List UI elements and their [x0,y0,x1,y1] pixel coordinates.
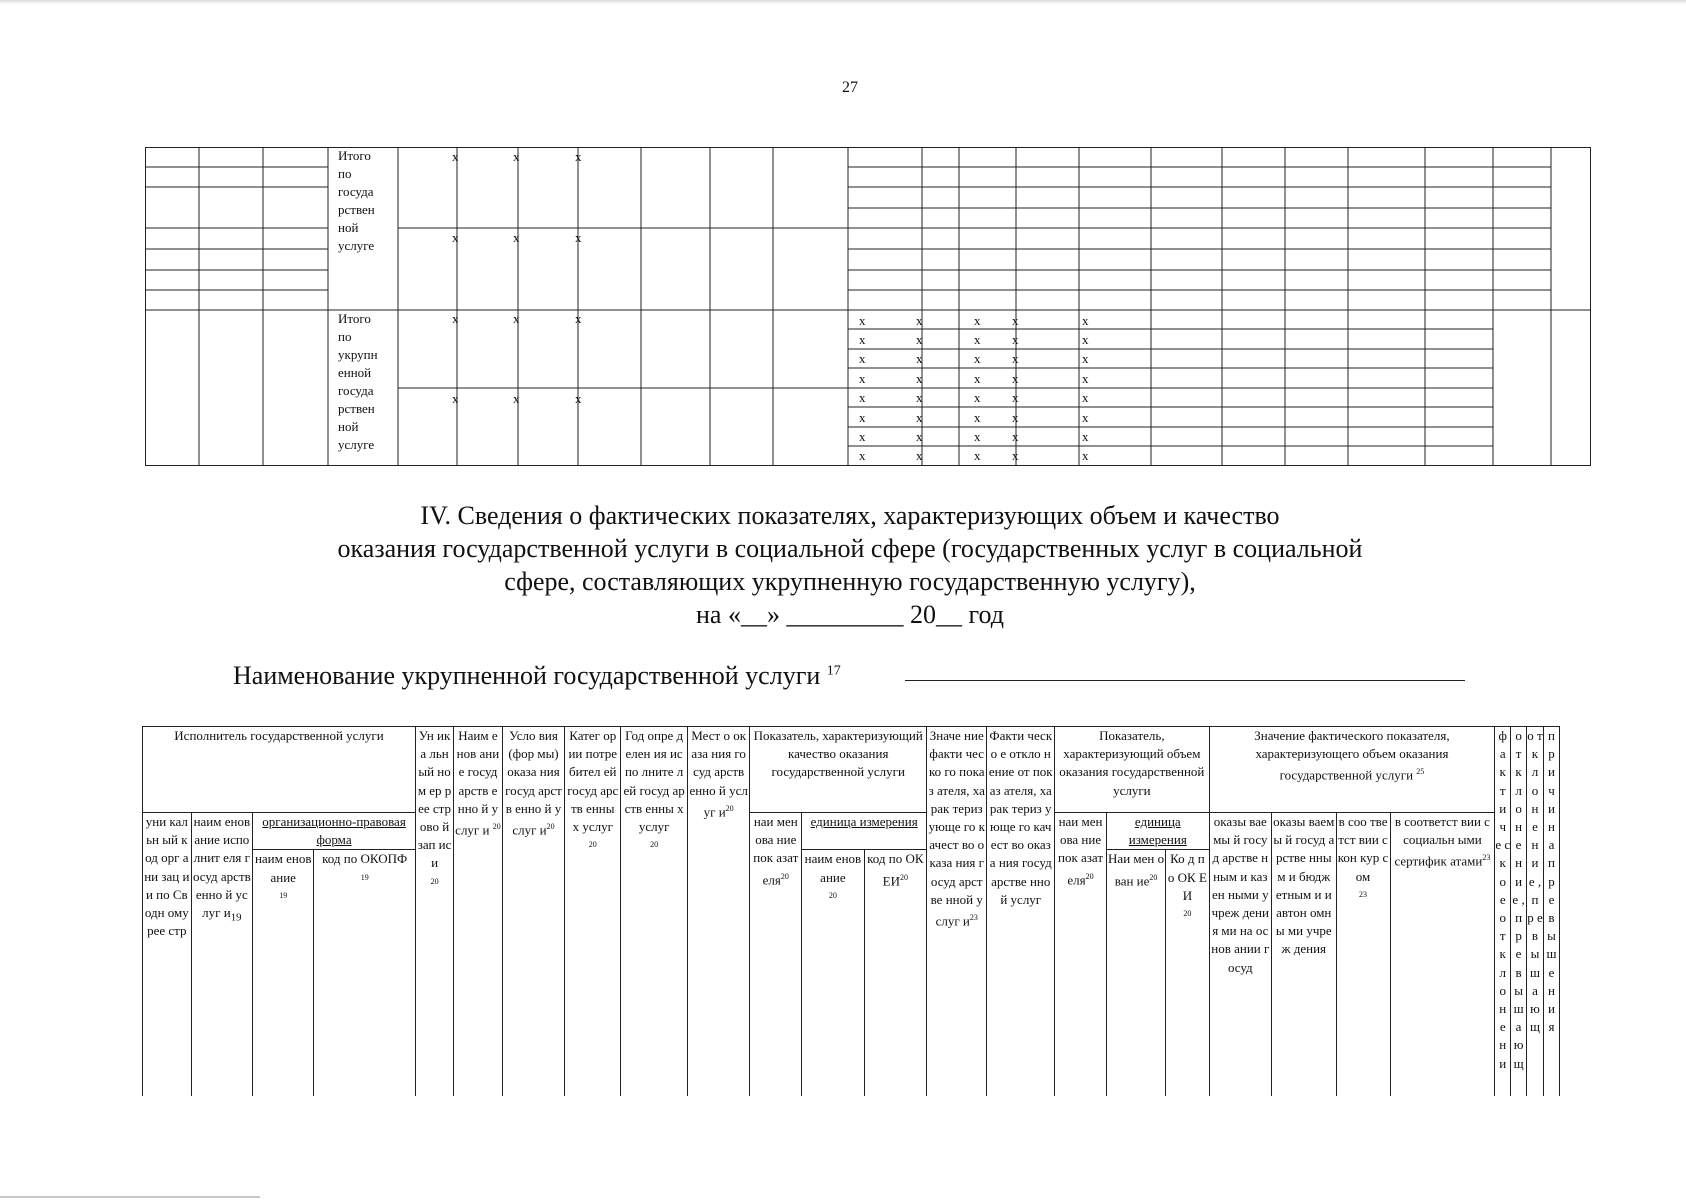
x-mark: х [1082,448,1089,463]
total-by-service-label: Итого по госуда рствен ной услуге [338,148,375,253]
executor-unique-code-header: уни кал ьн ый код орг ани зац ии по Св одн ому рее стр [143,813,192,1097]
x-mark: х [916,332,923,347]
okopf-code-header: код по ОКОПФ $^{19}$ [314,850,416,1096]
x-mark: х [859,429,866,444]
service-name-header: Наим енов ание госуд арств енно й услуг и $^{20}$ [454,727,503,1097]
x-mark: х [859,371,866,386]
quality-indicator-name-header: наи мен ова ние пок азат еля$^{20}$ [750,813,802,1097]
x-mark: х [1012,351,1019,366]
volume-indicator-header: Показатель, характеризующий объем оказания государственной услуги [1055,727,1209,813]
x-mark: х [859,410,866,425]
quality-indicator-header: Показатель, характеризующий качество оказания государственной услуги [750,727,927,813]
quality-unit-header: единица измерения [802,813,927,850]
x-mark: х [1012,410,1019,425]
actual-volume-header: Значение фактического показателя, характеризующего объем оказания государственной услуги $^{25}$ [1209,727,1495,813]
x-mark: х [1012,371,1019,386]
org-form-name-header: наим енов ание $^{19}$ [253,850,314,1096]
social-certificates-header: в соответст вии с социальн ыми сертифик атами$^{23}$ [1390,813,1495,1097]
conditions-header: Усло вия (фор мы) оказа ния госуд арств енно й услуг $и^{20}$ [502,727,564,1097]
state-institutions-header: оказы ваемы й госуд арстве нным и казен ными учреж дения ми на основ ании госуд [1209,813,1271,1097]
x-mark: х [974,371,981,386]
x-mark: х [452,230,459,245]
x-mark: х [859,351,866,366]
registry-number-header: Ун ика льн ый ном ер рее стр ово й зап иси $^{20}$ [416,727,454,1097]
x-mark: х [575,391,582,406]
volume-unit-header: единица измерения [1106,813,1209,850]
competition-header: в соо тве тст вии с кон кур сом $^{23}$ [1336,813,1390,1097]
x-mark: х [452,391,459,406]
x-mark: х [513,149,520,164]
x-mark: х [1082,351,1089,366]
x-mark: х [974,313,981,328]
consumer-categories-header: Катег ории потре бител ей госуд арств енны х услуг $^{20}$ [565,727,621,1097]
x-mark: х [916,429,923,444]
x-mark: х [452,311,459,326]
continuation-table [145,147,1591,466]
section-heading [0,499,1686,631]
volume-indicator-name-header: наи мен ова ние пок азат еля$^{20}$ [1055,813,1107,1097]
actual-quality-value-header: Значе ние факти ческо го показ ателя, харак териз ующе го качест во оказа ния госуд арстве нной услуг $и^{23}$ [927,727,987,1097]
quality-unit-name-header: наим енов ание $^{20}$ [802,850,864,1096]
x-mark: х [1012,429,1019,444]
actual-deviation-header: ф а к т и ч е с к о е о т к л о н е н и [1495,727,1511,1097]
service-place-header: Мест о оказа ния госуд арств енно й услуг $и^{20}$ [687,727,749,1097]
x-mark: х [1082,429,1089,444]
x-mark: х [916,448,923,463]
x-mark: х [513,311,520,326]
volume-okei-header: Ко д по ОК ЕИ $^{20}$ [1166,850,1209,1096]
executor-header: Исполнитель государственной услуги [143,727,416,813]
deviation-exceeding-header: о т к л о н е н и е , п р е в ы ш а ю щ [1511,727,1527,1097]
x-mark: х [513,391,520,406]
x-mark: х [916,371,923,386]
x-mark: х [1082,371,1089,386]
x-mark: х [974,448,981,463]
section-heading-line: IV. Сведения о фактических показателях, характеризующих объем и качество [420,501,1280,530]
x-mark: х [859,332,866,347]
x-mark: х [916,390,923,405]
x-mark: х [1012,390,1019,405]
page-number: 27 [842,79,858,96]
x-mark: х [1012,448,1019,463]
x-mark: х [974,351,981,366]
section-heading-line: на «__» _________ 20__ год [696,600,1004,629]
budget-institutions-header: оказы ваемы й госуд арстве нным и бюдж етным и и автон омны ми учреж дения [1272,813,1337,1097]
quality-deviation-header: Факти ческо е откло нение от показ ателя, харак териз ующе го качест во оказа ния госуд арстве нной услуг [987,727,1055,1097]
section-heading-line: оказания государственной услуги в социальной сфере (государственных услуг в социальной [337,534,1363,563]
quality-okei-header: код по ОК ЕИ$^{20}$ [864,850,926,1096]
x-mark: х [859,448,866,463]
scan-edge [0,1196,260,1198]
x-mark: х [575,149,582,164]
x-mark: х [974,332,981,347]
org-legal-form-header: организационно-правовая форма [253,813,416,850]
x-mark: х [1012,313,1019,328]
executor-selection-year-header: Год опре делен ия испо лните лей госуд арств енны х услуг $^{20}$ [621,727,688,1097]
executor-name-header: наим енов ание испо лнит еля госуд арств енно й услуг $и_{19}$ [191,813,252,1097]
x-mark: х [1012,332,1019,347]
x-mark: х [974,390,981,405]
x-mark: х [974,410,981,425]
x-mark: х [575,311,582,326]
x-mark: х [859,313,866,328]
deviation-exceeding-header: о т к л о н е н и е , п р е в ы ш а ю щ [1527,727,1544,1097]
x-mark: х [513,230,520,245]
enlarged-service-footnote: 17 [826,663,841,679]
x-mark: х [575,230,582,245]
volume-unit-name-header: Наи мен ован $ие^{20}$ [1106,850,1165,1096]
x-mark: х [1082,332,1089,347]
x-mark: х [974,429,981,444]
enlarged-service-name-line [233,661,841,691]
x-mark: х [1082,390,1089,405]
x-mark: х [1082,313,1089,328]
x-mark: х [1082,410,1089,425]
x-mark: х [916,410,923,425]
exceeding-reason-header: п р и ч и н а п р е в ы ш е н и я [1543,727,1559,1097]
enlarged-service-label: Наименование укрупненной государственной услуги [233,661,821,690]
section-heading-line: сфере, составляющих укрупненную государственную услугу), [504,567,1196,596]
x-mark: х [916,351,923,366]
total-by-enlarged-service-label: Итого по укрупн енной госуда рствен ной услуге [338,311,378,452]
scan-edge [0,0,1686,4]
enlarged-service-name-field[interactable] [905,680,1465,681]
x-mark: х [916,313,923,328]
section-iv-table [142,726,1560,1096]
x-mark: х [452,149,459,164]
x-mark: х [859,390,866,405]
